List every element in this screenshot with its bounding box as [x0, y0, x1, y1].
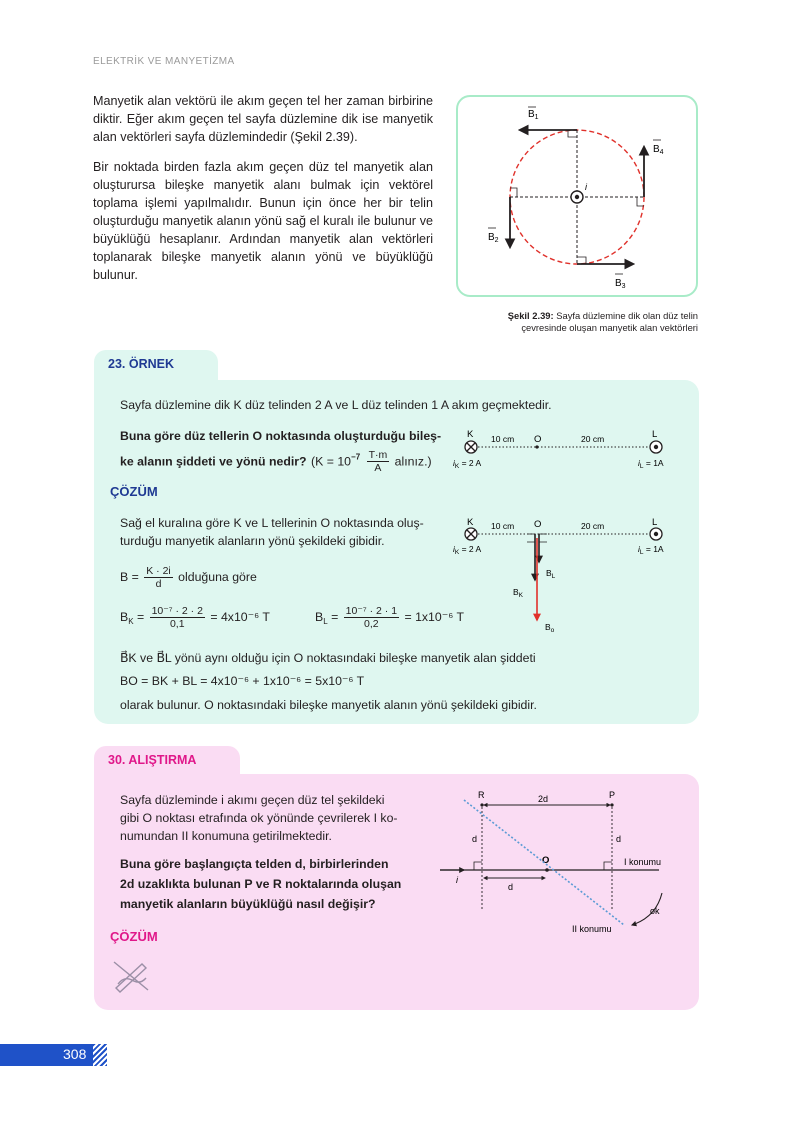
bk-label: $B_K$	[513, 587, 524, 599]
example-tab: 23. ÖRNEK	[94, 350, 218, 390]
point-r-label: R	[478, 790, 485, 800]
figure-caption: Şekil 2.39: Sayfa düzlemine dik olan düz telin çevresinde oluşan manyetik alan vektörleri	[507, 310, 698, 333]
wire-position-2	[464, 800, 624, 925]
distance-d-bottom-label: d	[508, 882, 514, 892]
example-statement: Sayfa düzlemine dik K düz telinden 2 A ve L düz telinden 1 A akım geçmektedir.	[120, 398, 552, 412]
b2-label: $B_2$	[488, 232, 499, 244]
example-question-line2: ke alanın şiddeti ve yönü nedir? ($K = 10^{-7}$ $\frac{T\cdot m}{A}$ alınız.)	[120, 449, 432, 474]
solution-field-diagram	[445, 510, 685, 640]
exercise-question-2: 2d uzaklıkta bulunan P ve R noktalarında oluşan	[120, 877, 402, 891]
intro-paragraph-2: Bir noktada birden fazla akım geçen düz tel manyetik alan oluşturursa bileşke manyetik alanı bulmak için vektörel toplama işlemi yapılmalıdır. Bunun için önce her bir telin oluşturduğu manyetik alanın yönü sağ el kuralı ile bulunur ve büyüklüğü hesaplanır. Ardından manyetik alan vektörleri toplanarak bileşke manyetik alanın yönü ve büyüklüğü bulunur.	[93, 160, 433, 282]
intro-paragraph-1: Manyetik alan vektörü ile akım geçen tel her zaman birbirine diktir. Eğer akım geçen tel sayfa düzlemine dik ise manyetik alan vektörleri sayfa düzlemindedir (Şekil 2.39).	[93, 94, 433, 144]
example-solution-label: ÇÖZÜM	[110, 484, 158, 499]
magnetic-field-circle-diagram	[458, 97, 696, 295]
point-o-label: O	[542, 855, 550, 866]
b4-label: $B_4$	[653, 144, 664, 156]
wire-k-label: K	[467, 429, 474, 440]
exercise-solution-label: ÇÖZÜM	[110, 929, 158, 944]
distance-10cm-label: 10 cm	[491, 434, 515, 444]
b1-label: $B_1$	[528, 109, 539, 121]
running-header: ELEKTRİK VE MANYETİZMA	[93, 56, 235, 67]
pivot-o	[545, 868, 549, 872]
wire-k-label: K	[467, 517, 474, 528]
current-label: i	[585, 182, 587, 192]
exercise-tab: 30. ALIŞTIRMA	[94, 746, 240, 786]
wire-l-label: L	[652, 517, 658, 528]
example-question-line1: Buna göre düz tellerin O noktasında oluşturduğu bileş-	[120, 429, 442, 443]
wire-into-page-icon	[465, 528, 477, 540]
figure-2-39-frame	[456, 95, 698, 297]
example-conclusion: olarak bulunur. O noktasındaki bileşke manyetik alanın yönü şekildeki gibidir.	[120, 698, 537, 712]
rotation-label: ok	[650, 906, 660, 916]
distance-20cm-label: 20 cm	[581, 434, 605, 444]
bk-calculation: $B_K$ = $\frac{\text{10⁻⁷ · 2 · 2}}{0,1}$ = 4x10⁻⁶ T	[120, 605, 270, 630]
exercise-line-2: gibi O noktası etrafında ok yönünde çevrilerek I ko-	[120, 811, 398, 825]
wire-into-page-icon	[465, 441, 477, 453]
wire-dot	[575, 195, 579, 199]
distance-d-left-label: d	[472, 834, 478, 844]
exercise-line-1: Sayfa düzleminde i akımı geçen düz tel şekildeki	[120, 793, 385, 807]
solution-line-1: Sağ el kuralına göre K ve L tellerinin O noktasında oluş-	[120, 516, 424, 530]
b3-label: $B_3$	[615, 278, 626, 290]
distance-20cm-label: 20 cm	[581, 521, 605, 531]
distance-2d-label: 2d	[538, 794, 549, 804]
current-k-label: $i_K = 2$ A	[453, 458, 482, 470]
sum-line: BO = BK + BL = 4x10⁻⁶ + 1x10⁻⁶ = 5x10⁻⁶ T	[120, 674, 365, 688]
exercise-question-1: Buna göre başlangıçta telden d, birbirlerinden	[120, 857, 389, 871]
bl-calculation: $B_L$ = $\frac{\text{10⁻⁷ · 2 · 1}}{0,2}$ = 1x10⁻⁶ T	[315, 605, 464, 630]
page-number-stripes	[93, 1044, 107, 1066]
distance-d-right-label: d	[616, 834, 622, 844]
point-o-label: O	[534, 434, 542, 445]
wire-out-of-page-icon	[650, 441, 662, 453]
exercise-question-3: manyetik alanların büyüklüğü nasıl değişir?	[120, 897, 376, 911]
exercise-line-3: numundan II konumuna getirilmektedir.	[120, 829, 332, 843]
pencil-write-icon	[110, 958, 152, 994]
current-l-label: $i_L = 1A$	[638, 544, 664, 556]
direction-line: B⃗K ve B⃗L yönü aynı olduğu için O noktasındaki bileşke manyetik alan şiddeti	[120, 651, 536, 665]
field-formula: B = $\frac{K \cdot 2i}{d}$ olduğuna göre	[120, 565, 257, 590]
bl-label: $B_L$	[546, 568, 556, 580]
current-k-label: $i_K = 2$ A	[453, 544, 482, 556]
point-p-label: P	[609, 790, 616, 800]
wire-out-of-page-icon	[650, 528, 662, 540]
example-wires-diagram	[445, 422, 685, 474]
point-o-label: O	[534, 519, 542, 530]
current-label: i	[456, 875, 458, 885]
rotating-wire-diagram	[434, 785, 684, 935]
bo-label: $B_o$	[545, 622, 555, 634]
current-l-label: $i_L = 1A$	[638, 458, 664, 470]
solution-line-2: turduğu manyetik alanların yönü şekildeki gibidir.	[120, 534, 385, 548]
position-2-label: II konumu	[572, 924, 612, 934]
position-1-label: I konumu	[624, 857, 662, 867]
distance-10cm-label: 10 cm	[491, 521, 515, 531]
wire-l-label: L	[652, 429, 658, 440]
page-number: 308	[63, 1046, 87, 1062]
